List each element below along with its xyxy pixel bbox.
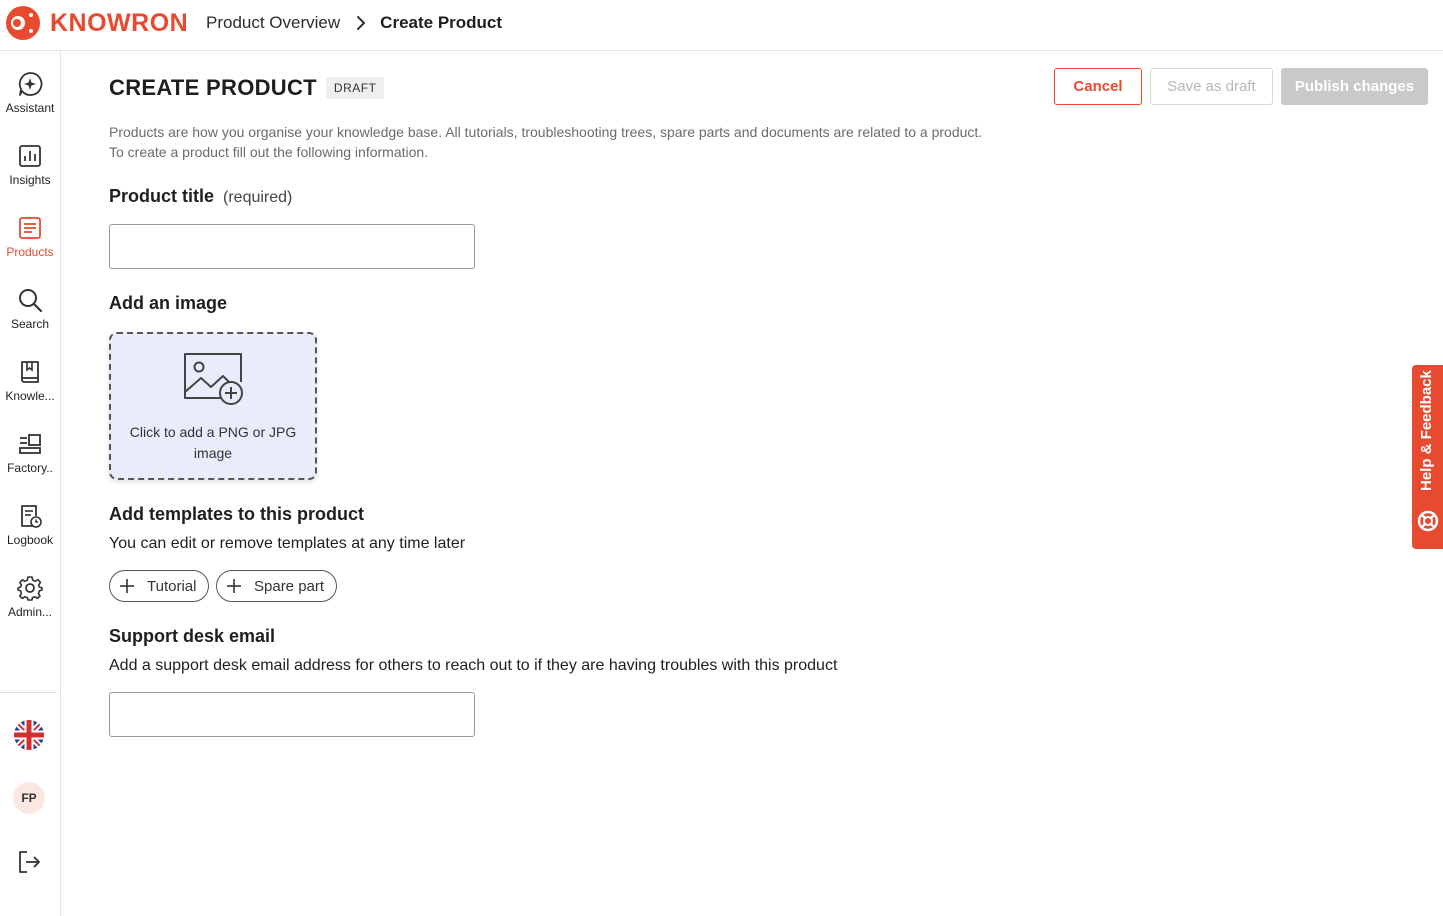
plus-icon <box>119 578 135 594</box>
chevron-right-icon <box>356 15 366 31</box>
sidebar-item-label: Products <box>6 245 54 259</box>
page-header <box>109 75 384 101</box>
uk-flag-icon[interactable] <box>14 720 44 750</box>
top-bar <box>0 0 1443 51</box>
sidebar-item-label: Insights <box>9 173 51 187</box>
sidebar-item-label: Knowle... <box>5 389 55 403</box>
sidebar-item-admin[interactable] <box>0 575 60 639</box>
sidebar-item-label: Assistant <box>5 101 55 115</box>
help-feedback-tab[interactable]: Help & Feedback <box>1412 365 1443 549</box>
sidebar-item-factory[interactable] <box>0 431 60 495</box>
logout-icon[interactable] <box>16 849 42 875</box>
page-title: CREATE PRODUCT <box>109 75 317 100</box>
product-title-input[interactable] <box>109 224 475 269</box>
product-title-label: Product title <box>109 186 215 206</box>
save-as-draft-button[interactable]: Save as draft <box>1150 68 1273 105</box>
status-badge: DRAFT <box>326 77 385 99</box>
sidebar-item-label: Search <box>10 317 50 331</box>
required-marker: (required) <box>223 189 293 206</box>
chip-label: Spare part <box>254 577 325 595</box>
insights-icon <box>17 143 43 169</box>
templates-label-row <box>109 504 364 525</box>
avatar[interactable]: FP <box>13 782 45 814</box>
publish-changes-button[interactable]: Publish changes <box>1281 68 1428 105</box>
logo-text: KNOWRON <box>50 8 189 37</box>
sidebar-item-label: Factory.. <box>7 461 53 475</box>
sidebar-divider <box>0 692 57 693</box>
gear-icon <box>17 575 43 601</box>
sidebar-item-search[interactable] <box>0 287 60 351</box>
image-label-row <box>109 293 227 314</box>
sidebar-item-logbook[interactable] <box>0 503 60 567</box>
product-title-label-row <box>109 186 292 207</box>
add-spare-part-template-button[interactable] <box>216 570 337 602</box>
add-tutorial-template-button[interactable] <box>109 570 209 602</box>
image-upload-dropzone[interactable] <box>109 332 317 480</box>
breadcrumb-create-product: Create Product <box>380 13 503 32</box>
templates-subtitle: You can edit or remove templates at any time later <box>109 535 466 552</box>
sidebar-item-label: Logbook <box>6 533 54 547</box>
sidebar <box>0 51 61 916</box>
search-icon <box>17 287 43 313</box>
cancel-button[interactable]: Cancel <box>1054 68 1142 105</box>
support-email-label: Support desk email <box>109 626 276 646</box>
logbook-icon <box>17 503 43 529</box>
assistant-icon <box>17 71 43 97</box>
image-upload-hint: Click to add a PNG or JPG image <box>129 424 297 461</box>
support-email-subtitle: Add a support desk email address for others to reach out to if they are having troubles with this product <box>109 657 838 674</box>
sidebar-item-label: Admin... <box>7 605 52 619</box>
plus-icon <box>226 578 242 594</box>
factory-icon <box>17 431 43 457</box>
templates-label: Add templates to this product <box>109 504 365 524</box>
chip-label: Tutorial <box>147 577 197 595</box>
book-icon <box>17 359 43 385</box>
add-image-icon <box>183 352 245 406</box>
lifebuoy-icon <box>1417 510 1439 532</box>
support-email-input[interactable] <box>109 692 475 737</box>
support-email-label-row <box>109 626 275 647</box>
sidebar-item-assistant[interactable] <box>0 71 60 135</box>
add-image-label: Add an image <box>109 293 228 313</box>
products-icon <box>17 215 43 241</box>
logo-mark-icon <box>5 5 41 41</box>
page-intro: Products are how you organise your knowledge base. All tutorials, troubleshooting trees, spare parts and documents are related to a product. To create a product fill out the following information. <box>109 124 983 160</box>
sidebar-item-insights[interactable] <box>0 143 60 207</box>
breadcrumb <box>206 13 502 33</box>
sidebar-item-products[interactable] <box>0 215 60 279</box>
sidebar-item-knowledge[interactable] <box>0 359 60 423</box>
knowron-logo[interactable] <box>5 5 188 41</box>
breadcrumb-product-overview[interactable]: Product Overview <box>206 13 341 32</box>
